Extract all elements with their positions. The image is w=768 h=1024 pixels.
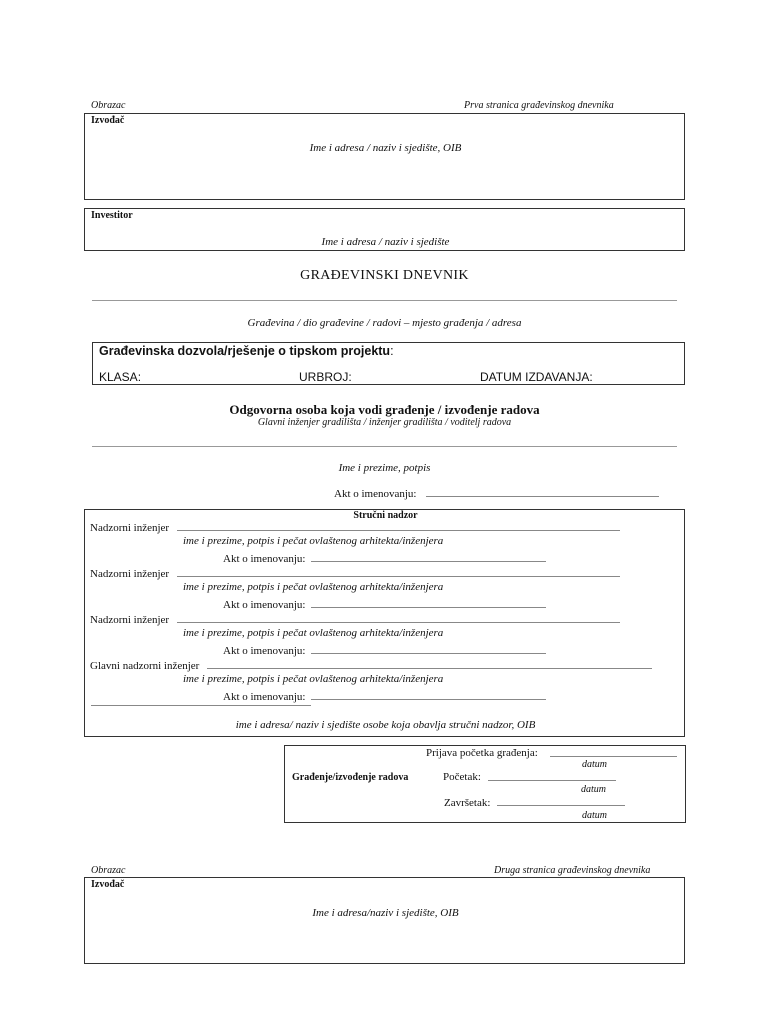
klasa-label: KLASA: <box>99 370 142 384</box>
nadzor-line-1[interactable] <box>177 530 620 531</box>
zavrsetak-datum-hint: datum <box>582 810 607 821</box>
nadzor-line-2[interactable] <box>177 576 620 577</box>
nadzor-hint-2: ime i prezime, potpis i pečat ovlaštenog arhitekta/inženjera <box>183 581 444 593</box>
investitor-box[interactable] <box>84 208 685 251</box>
izvodac-label-2: Izvođač <box>91 879 125 890</box>
nadzor-role-4: Glavni nadzorni inženjer <box>90 660 200 672</box>
odgovorna-akt-line[interactable] <box>426 496 659 497</box>
datum-izdavanja-label: DATUM IZDAVANJA: <box>480 370 593 384</box>
zavrsetak-label: Završetak: <box>444 797 491 809</box>
prijava-line[interactable] <box>550 756 677 757</box>
nadzor-role-2: Nadzorni inženjer <box>90 568 170 580</box>
urbroj-label: URBROJ: <box>299 370 352 384</box>
nadzor-akt-2: Akt o imenovanju: <box>223 599 306 611</box>
gradevina-hint: Građevina / dio građevine / radovi – mjesto građenja / adresa <box>247 317 522 329</box>
izvodac-hint: Ime i adresa / naziv i sjedište, OIB <box>309 142 462 154</box>
izvodac-label: Izvođač <box>91 115 125 126</box>
dozvola-title: Građevinska dozvola/rješenje o tipskom projektu: <box>99 344 394 358</box>
nadzor-hint-1: ime i prezime, potpis i pečat ovlaštenog arhitekta/inženjera <box>183 535 444 547</box>
nadzor-line-3[interactable] <box>177 622 620 623</box>
nadzor-akt-4: Akt o imenovanju: <box>223 691 306 703</box>
gradenje-box <box>284 745 686 823</box>
nadzor-hint-3: ime i prezime, potpis i pečat ovlaštenog arhitekta/inženjera <box>183 627 444 639</box>
odgovorna-title: Odgovorna osoba koja vodi građenje / izvođenje radova <box>229 402 540 417</box>
nadzor-akt-line-4[interactable] <box>311 699 546 700</box>
izvodac-box-2[interactable] <box>84 877 685 964</box>
izvodac-box[interactable] <box>84 113 685 200</box>
odgovorna-line[interactable] <box>92 446 677 447</box>
pocetak-datum-hint: datum <box>581 784 606 795</box>
nadzor-line-4[interactable] <box>207 668 652 669</box>
nadzor-akt-line-1[interactable] <box>311 561 546 562</box>
odgovorna-subtitle: Glavni inženjer gradilišta / inženjer gradilišta / voditelj radova <box>257 417 512 428</box>
prijava-datum-hint: datum <box>582 759 607 770</box>
zavrsetak-line[interactable] <box>497 805 625 806</box>
nadzor-role-1: Nadzorni inženjer <box>90 522 170 534</box>
nadzor-footer-hint: ime i adresa/ naziv i sjedište osobe koja obavlja stručni nadzor, OIB <box>235 719 536 731</box>
page-header-right-2: Druga stranica građevinskog dnevnika <box>494 865 651 876</box>
gradenje-label: Građenje/izvođenje radova <box>292 772 409 783</box>
investitor-hint: Ime i adresa / naziv i sjedište <box>321 236 450 248</box>
nadzor-role-3: Nadzorni inženjer <box>90 614 170 626</box>
odgovorna-name-hint: Ime i prezime, potpis <box>338 462 431 474</box>
page-title: GRAĐEVINSKI DNEVNIK <box>300 268 469 283</box>
pocetak-line[interactable] <box>488 780 616 781</box>
gradevina-line[interactable] <box>92 300 677 301</box>
page-header-right: Prva stranica građevinskog dnevnika <box>464 100 614 111</box>
dozvola-box[interactable] <box>92 342 685 385</box>
prijava-label: Prijava početka građenja: <box>426 747 538 759</box>
nadzor-akt-line-2[interactable] <box>311 607 546 608</box>
pocetak-label: Početak: <box>443 771 481 783</box>
investitor-label: Investitor <box>91 210 133 221</box>
form-label-2: Obrazac <box>91 865 126 876</box>
form-label: Obrazac <box>91 100 126 111</box>
odgovorna-akt-label: Akt o imenovanju: <box>334 488 417 500</box>
nadzor-akt-line-3[interactable] <box>311 653 546 654</box>
nadzor-akt-1: Akt o imenovanju: <box>223 553 306 565</box>
izvodac-hint-2: Ime i adresa/naziv i sjedište, OIB <box>312 907 459 919</box>
nadzor-osoba-line[interactable] <box>91 705 311 706</box>
nadzor-akt-3: Akt o imenovanju: <box>223 645 306 657</box>
strucni-nadzor-box <box>84 509 685 737</box>
nadzor-hint-4: ime i prezime, potpis i pečat ovlaštenog arhitekta/inženjera <box>183 673 444 685</box>
strucni-nadzor-title: Stručni nadzor <box>353 510 418 521</box>
